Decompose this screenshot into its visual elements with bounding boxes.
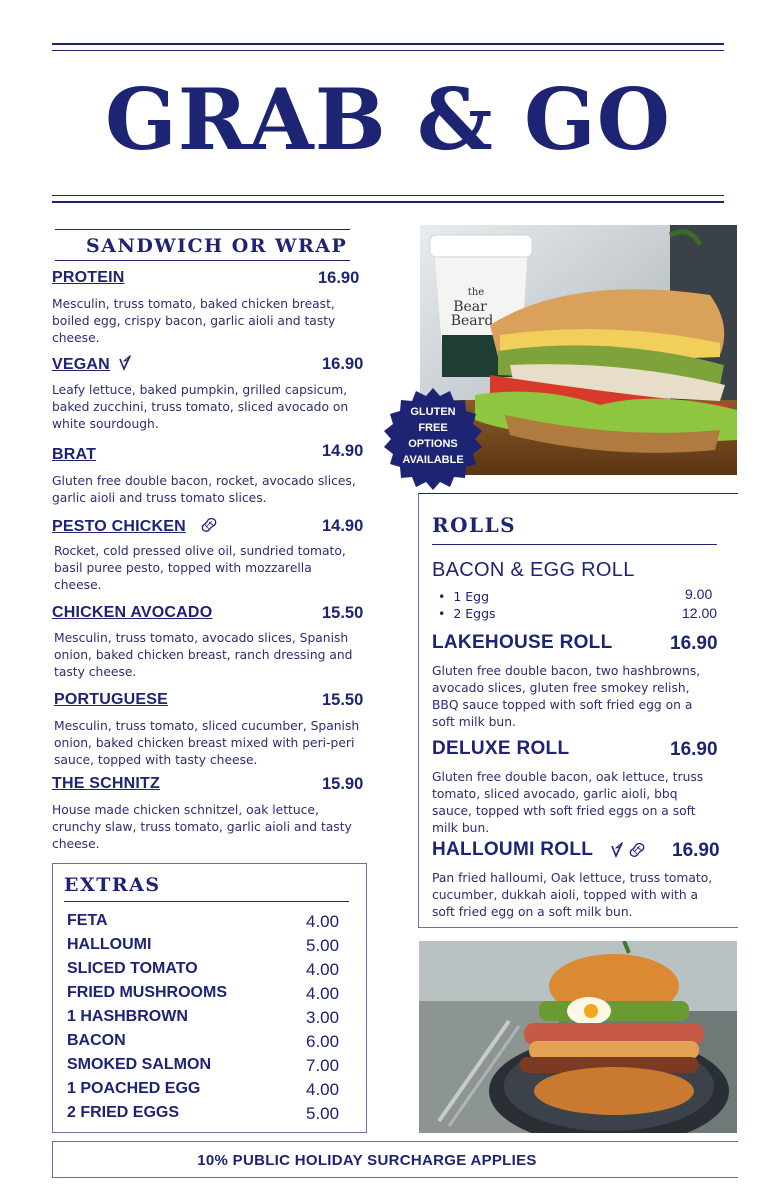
cup-print-bear: Bear: [453, 299, 487, 315]
extras-heading: EXTRAS: [64, 874, 161, 896]
menu-item-description: Mesculin, truss tomato, sliced cucumber, Spanish onion, baked chicken breast mixed with peri-peri sauce, topped with tasty cheese.: [54, 719, 360, 767]
page-title: GRAB & GO: [105, 70, 671, 169]
roll-item-description: Gluten free double bacon, two hashbrowns, avocado slices, gluten free smokey relish, BBQ sauce topped with soft fried egg on a soft milk bun.: [432, 664, 701, 729]
menu-item-name: BRAT: [52, 446, 97, 463]
egg-option-price: 12.00: [682, 605, 718, 621]
roll-item-name: DELUXE ROLL: [432, 738, 570, 759]
sandwich-heading-rule-bottom: [55, 260, 350, 261]
extras-heading-rule: [64, 901, 349, 902]
cup-print-beard: Beard: [450, 313, 494, 329]
egg-option-price: 9.00: [685, 586, 713, 602]
menu-item-price: 16.90: [322, 355, 364, 373]
menu-item-name: THE SCHNITZ: [52, 775, 160, 792]
peanut-icon: [628, 842, 646, 863]
menu-item-description: Rocket, cold pressed olive oil, sundried tomato, basil puree pesto, topped with mozzarella cheese.: [54, 544, 346, 592]
roll-item-price: 16.90: [672, 840, 720, 861]
sandwich-heading: SANDWICH OR WRAP: [86, 235, 348, 257]
roll-item-price: 16.90: [670, 633, 718, 654]
menu-item-description: House made chicken schnitzel, oak lettuce, crunchy slaw, truss tomato, garlic aioli and tasty cheese.: [52, 803, 352, 851]
menu-item-name: PROTEIN: [52, 269, 125, 286]
menu-item-name: VEGAN: [52, 355, 132, 375]
rolls-panel-top: [418, 493, 738, 494]
roll-item-name: HALLOUMI ROLL: [432, 839, 594, 860]
bacon-egg-roll-name: BACON & EGG ROLL: [432, 559, 635, 581]
mid-rule-1: [52, 195, 724, 196]
menu-item-price: 15.50: [322, 604, 364, 622]
menu-item-name: PESTO CHICKEN: [52, 517, 218, 537]
menu-item-description: Mesculin, truss tomato, avocado slices, Spanish onion, baked chicken breast, ranch dressing and tasty cheese.: [54, 631, 353, 679]
top-rule-2: [52, 50, 724, 51]
cup-print-the: the: [467, 287, 485, 298]
menu-item-description: Gluten free double bacon, rocket, avocado slices, garlic aioli and truss tomato slices.: [52, 474, 356, 505]
roll-item-price: 16.90: [670, 739, 718, 760]
menu-item-name: CHICKEN AVOCADO: [52, 604, 213, 621]
menu-item-description: Leafy lettuce, baked pumpkin, grilled capsicum, baked zucchini, truss tomato, sliced avocado on white sourdough.: [52, 383, 349, 431]
menu-item-price: 14.90: [322, 517, 364, 535]
peanut-icon: [200, 517, 218, 537]
vegan-leaf-icon: [118, 355, 132, 375]
mid-rule-2: [52, 201, 724, 203]
rolls-heading-rule: [432, 544, 717, 545]
vegan-leaf-icon: [610, 842, 624, 863]
sandwich-heading-rule-top: [55, 229, 350, 230]
menu-item-description: Mesculin, truss tomato, baked chicken breast, boiled egg, crispy bacon, garlic aioli and tasty cheese.: [52, 297, 336, 345]
roll-item-name: LAKEHOUSE ROLL: [432, 632, 613, 653]
menu-item-price: 15.50: [322, 691, 364, 709]
roll-item-description: Gluten free double bacon, oak lettuce, truss tomato, sliced avocado, garlic aioli, bbq sauce, topped wth soft fried eggs on a soft milk bun.: [432, 770, 704, 835]
roll-item-description: Pan fried halloumi, Oak lettuce, truss tomato, cucumber, dukkah aioli, topped with with a soft fried egg on a soft milk bun.: [432, 871, 713, 919]
egg-option-list: • 1 Egg • 2 Eggs: [438, 589, 496, 621]
gluten-free-badge-text: GLUTEN FREE OPTIONS AVAILABLE: [402, 406, 464, 466]
rolls-heading: ROLLS: [432, 513, 517, 537]
top-rule-1: [52, 43, 724, 45]
surcharge-notice: 10% PUBLIC HOLIDAY SURCHARGE APPLIES: [197, 1152, 537, 1169]
burger-photo: [419, 941, 737, 1133]
menu-item-name: PORTUGUESE: [54, 691, 169, 708]
menu-item-price: 14.90: [322, 442, 364, 460]
menu-item-price: 15.90: [322, 775, 364, 793]
menu-item-price: 16.90: [318, 269, 360, 287]
